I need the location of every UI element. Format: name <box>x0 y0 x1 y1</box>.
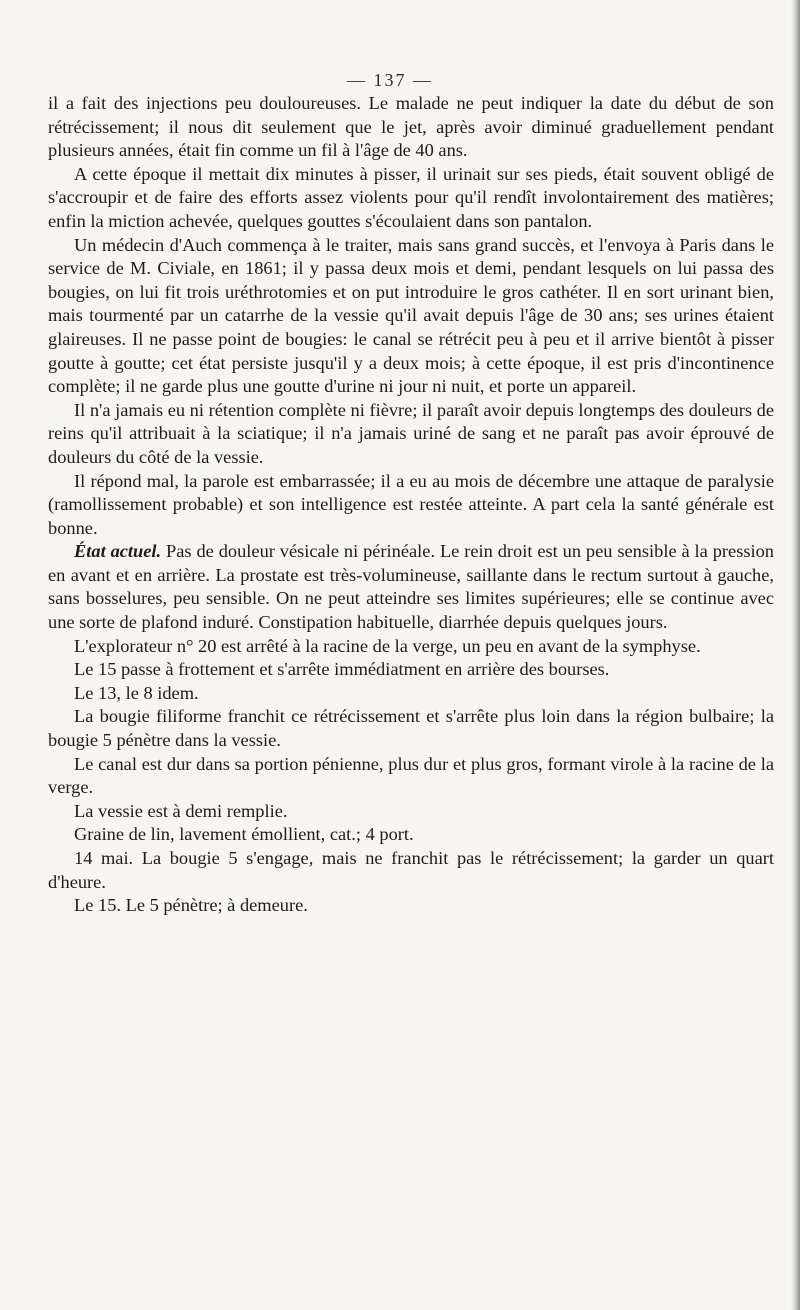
paragraph-4: Il n'a jamais eu ni rétention complète ni fièvre; il paraît avoir depuis longtemps des douleurs de reins qu'il attribuait à la sciatique; il n'a jamais uriné de sang et ne paraît pas avoir éprouvé de douleurs du côté de la vessie. <box>48 399 774 467</box>
paragraph-1: il a fait des injections peu douloureuses. Le malade ne peut indiquer la date du début de son rétrécissement; il nous dit seulement que le jet, après avoir diminué graduellement pendant plusieurs années, était fin comme un fil à l'âge de 40 ans. <box>48 93 774 161</box>
paragraph-5: Il répond mal, la parole est embarrassée; il a eu au mois de décembre une attaque de paralysie (ramollissement probable) et son intelligence est restée atteinte. A part cela la santé générale est bonne. <box>48 470 774 538</box>
paragraph-7: L'explorateur n° 20 est arrêté à la racine de la verge, un peu en avant de la symphyse. <box>74 635 701 656</box>
page-edge-shadow <box>791 0 800 1310</box>
paragraph-9: Le 13, le 8 idem. <box>74 682 199 703</box>
page-number-header: — 137 — <box>347 70 433 90</box>
paragraph-13: Graine de lin, lavement émollient, cat.; 4 port. <box>74 824 414 845</box>
paragraph-14: 14 mai. La bougie 5 s'engage, mais ne franchit pas le rétrécissement; la garder un quart d'heure. <box>48 848 774 892</box>
paragraph-12: La vessie est à demi remplie. <box>74 800 288 821</box>
paragraph-6 <box>48 540 774 634</box>
paragraph-6-text: Pas de douleur vésicale ni périnéale. Le rein droit est un peu sensible à la pression en avant et en arrière. La prostate est très-volumineuse, saillante dans le rectum surtout à gauche, sans bosselures, peu sensible. On ne peut atteindre ses limites supérieures; elle se continue avec une sorte de plafond induré. Constipation habituelle, diarrhée depuis quelques jours. <box>48 541 775 633</box>
paragraph-2: A cette époque il mettait dix minutes à pisser, il urinait sur ses pieds, était souvent obligé de s'accroupir et de faire des efforts assez violents pour qu'il rendît involontairement des matières; enfin la miction achevée, quelques gouttes s'écoulaient dans son pantalon. <box>48 163 774 231</box>
paragraph-3: Un médecin d'Auch commença à le traiter, mais sans grand succès, et l'envoya à Paris dans le service de M. Civiale, en 1861; il y passa deux mois et demi, pendant lesquels on lui passa des bougies, on lui fit trois uréthrotomies et on put introduire le gros cathéter. Il en sort urinant bien, mais tourmenté par un catarrhe de la vessie qu'il avait depuis l'âge de 30 ans; ses urines étaient glaireuses. Il ne passe point de bougies: le canal se rétrécit peu à peu et il arrive bientôt à pisser goutte à goutte; cet état persiste jusqu'il y a deux mois; à cette époque, il est pris d'incontinence complète; il ne garde plus une goutte d'urine ni jour ni nuit, et porte un appareil. <box>48 234 774 397</box>
section-heading-etat-actuel: État actuel. <box>74 541 162 562</box>
document-body <box>48 92 774 918</box>
paragraph-10: La bougie filiforme franchit ce rétrécissement et s'arrête plus loin dans la région bulbaire; la bougie 5 pénètre dans la vessie. <box>48 706 774 751</box>
paragraph-8: Le 15 passe à frottement et s'arrête immédiatment en arrière des bourses. <box>74 659 610 680</box>
paragraph-11: Le canal est dur dans sa portion pénienne, plus dur et plus gros, formant virole à la racine de la verge. <box>48 753 774 798</box>
paragraph-15: Le 15. Le 5 pénètre; à demeure. <box>74 895 308 916</box>
